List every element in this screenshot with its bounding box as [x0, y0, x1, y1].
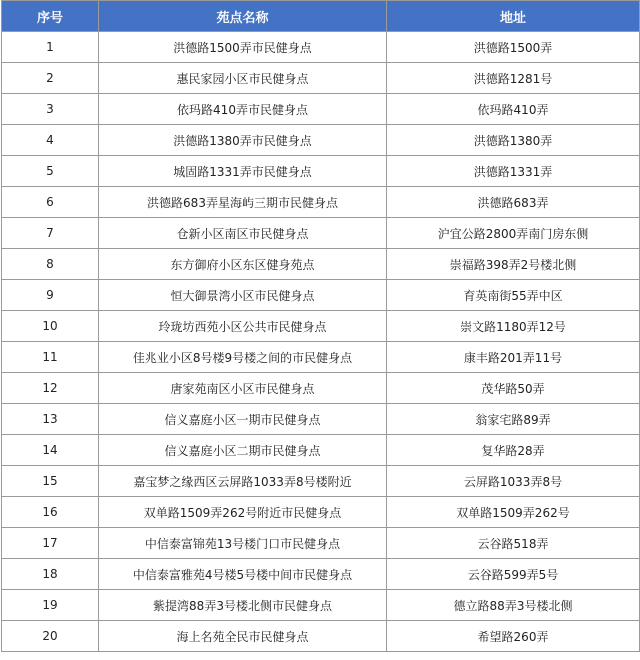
- row-index: 20: [2, 621, 99, 652]
- table-row: [2, 342, 640, 373]
- table-row: [2, 466, 640, 497]
- row-index: 3: [2, 94, 99, 125]
- row-index: 2: [2, 63, 99, 94]
- row-index: 9: [2, 280, 99, 311]
- table-row: [2, 528, 640, 559]
- row-address: 依玛路410弄: [387, 94, 640, 125]
- row-name: 惠民家园小区市民健身点: [99, 63, 387, 94]
- row-name: 佳兆业小区8号楼9号楼之间的市民健身点: [99, 342, 387, 373]
- row-name: 东方御府小区东区健身苑点: [99, 249, 387, 280]
- row-address: 沪宜公路2800弄南门房东侧: [387, 218, 640, 249]
- row-address: 洪德路683弄: [387, 187, 640, 218]
- row-name: 洪德路1500弄市民健身点: [99, 32, 387, 63]
- row-index: 1: [2, 32, 99, 63]
- row-address: 云谷路599弄5号: [387, 559, 640, 590]
- row-name: 中信泰富锦苑13号楼门口市民健身点: [99, 528, 387, 559]
- row-index: 10: [2, 311, 99, 342]
- row-address: 双单路1509弄262号: [387, 497, 640, 528]
- row-index: 17: [2, 528, 99, 559]
- row-name: 嘉宝梦之缘西区云屏路1033弄8号楼附近: [99, 466, 387, 497]
- row-name: 仓新小区南区市民健身点: [99, 218, 387, 249]
- row-name: 唐家苑南区小区市民健身点: [99, 373, 387, 404]
- row-index: 11: [2, 342, 99, 373]
- row-address: 洪德路1331弄: [387, 156, 640, 187]
- table-row: [2, 590, 640, 621]
- row-address: 康丰路201弄11号: [387, 342, 640, 373]
- row-index: 13: [2, 404, 99, 435]
- row-name: 城固路1331弄市民健身点: [99, 156, 387, 187]
- row-address: 希望路260弄: [387, 621, 640, 652]
- table-header: [2, 1, 640, 32]
- row-name: 双单路1509弄262号附近市民健身点: [99, 497, 387, 528]
- table-row: [2, 218, 640, 249]
- row-index: 19: [2, 590, 99, 621]
- table-row: [2, 280, 640, 311]
- row-index: 5: [2, 156, 99, 187]
- table-row: [2, 249, 640, 280]
- table-row: [2, 497, 640, 528]
- row-index: 16: [2, 497, 99, 528]
- row-address: 洪德路1500弄: [387, 32, 640, 63]
- row-name: 玲珑坊西苑小区公共市民健身点: [99, 311, 387, 342]
- row-name: 紫提湾88弄3号楼北侧市民健身点: [99, 590, 387, 621]
- row-index: 6: [2, 187, 99, 218]
- row-name: 洪德路1380弄市民健身点: [99, 125, 387, 156]
- row-address: 翁家宅路89弄: [387, 404, 640, 435]
- fitness-points-table: [1, 0, 640, 652]
- row-address: 洪德路1281号: [387, 63, 640, 94]
- row-index: 18: [2, 559, 99, 590]
- header-address: 地址: [387, 1, 640, 32]
- table-row: [2, 404, 640, 435]
- table-row: [2, 63, 640, 94]
- row-name: 海上名苑全民市民健身点: [99, 621, 387, 652]
- row-address: 德立路88弄3号楼北侧: [387, 590, 640, 621]
- row-address: 复华路28弄: [387, 435, 640, 466]
- row-address: 崇文路1180弄12号: [387, 311, 640, 342]
- row-address: 崇福路398弄2号楼北侧: [387, 249, 640, 280]
- row-name: 信义嘉庭小区一期市民健身点: [99, 404, 387, 435]
- table-row: [2, 621, 640, 652]
- row-name: 信义嘉庭小区二期市民健身点: [99, 435, 387, 466]
- table-row: [2, 559, 640, 590]
- row-name: 恒大御景湾小区市民健身点: [99, 280, 387, 311]
- table-row: [2, 32, 640, 63]
- row-name: 洪德路683弄星海屿三期市民健身点: [99, 187, 387, 218]
- table-row: [2, 435, 640, 466]
- table-body: [2, 32, 640, 652]
- table-row: [2, 125, 640, 156]
- row-name: 中信泰富雅苑4号楼5号楼中间市民健身点: [99, 559, 387, 590]
- row-index: 8: [2, 249, 99, 280]
- row-address: 茂华路50弄: [387, 373, 640, 404]
- row-index: 12: [2, 373, 99, 404]
- row-index: 15: [2, 466, 99, 497]
- row-address: 育英南街55弄中区: [387, 280, 640, 311]
- row-address: 云屏路1033弄8号: [387, 466, 640, 497]
- row-name: 依玛路410弄市民健身点: [99, 94, 387, 125]
- table-row: [2, 156, 640, 187]
- header-row: [2, 1, 640, 32]
- row-address: 洪德路1380弄: [387, 125, 640, 156]
- table-row: [2, 311, 640, 342]
- table-row: [2, 187, 640, 218]
- row-index: 4: [2, 125, 99, 156]
- table-row: [2, 94, 640, 125]
- row-index: 7: [2, 218, 99, 249]
- row-index: 14: [2, 435, 99, 466]
- row-address: 云谷路518弄: [387, 528, 640, 559]
- table-row: [2, 373, 640, 404]
- header-name: 苑点名称: [99, 1, 387, 32]
- header-index: 序号: [2, 1, 99, 32]
